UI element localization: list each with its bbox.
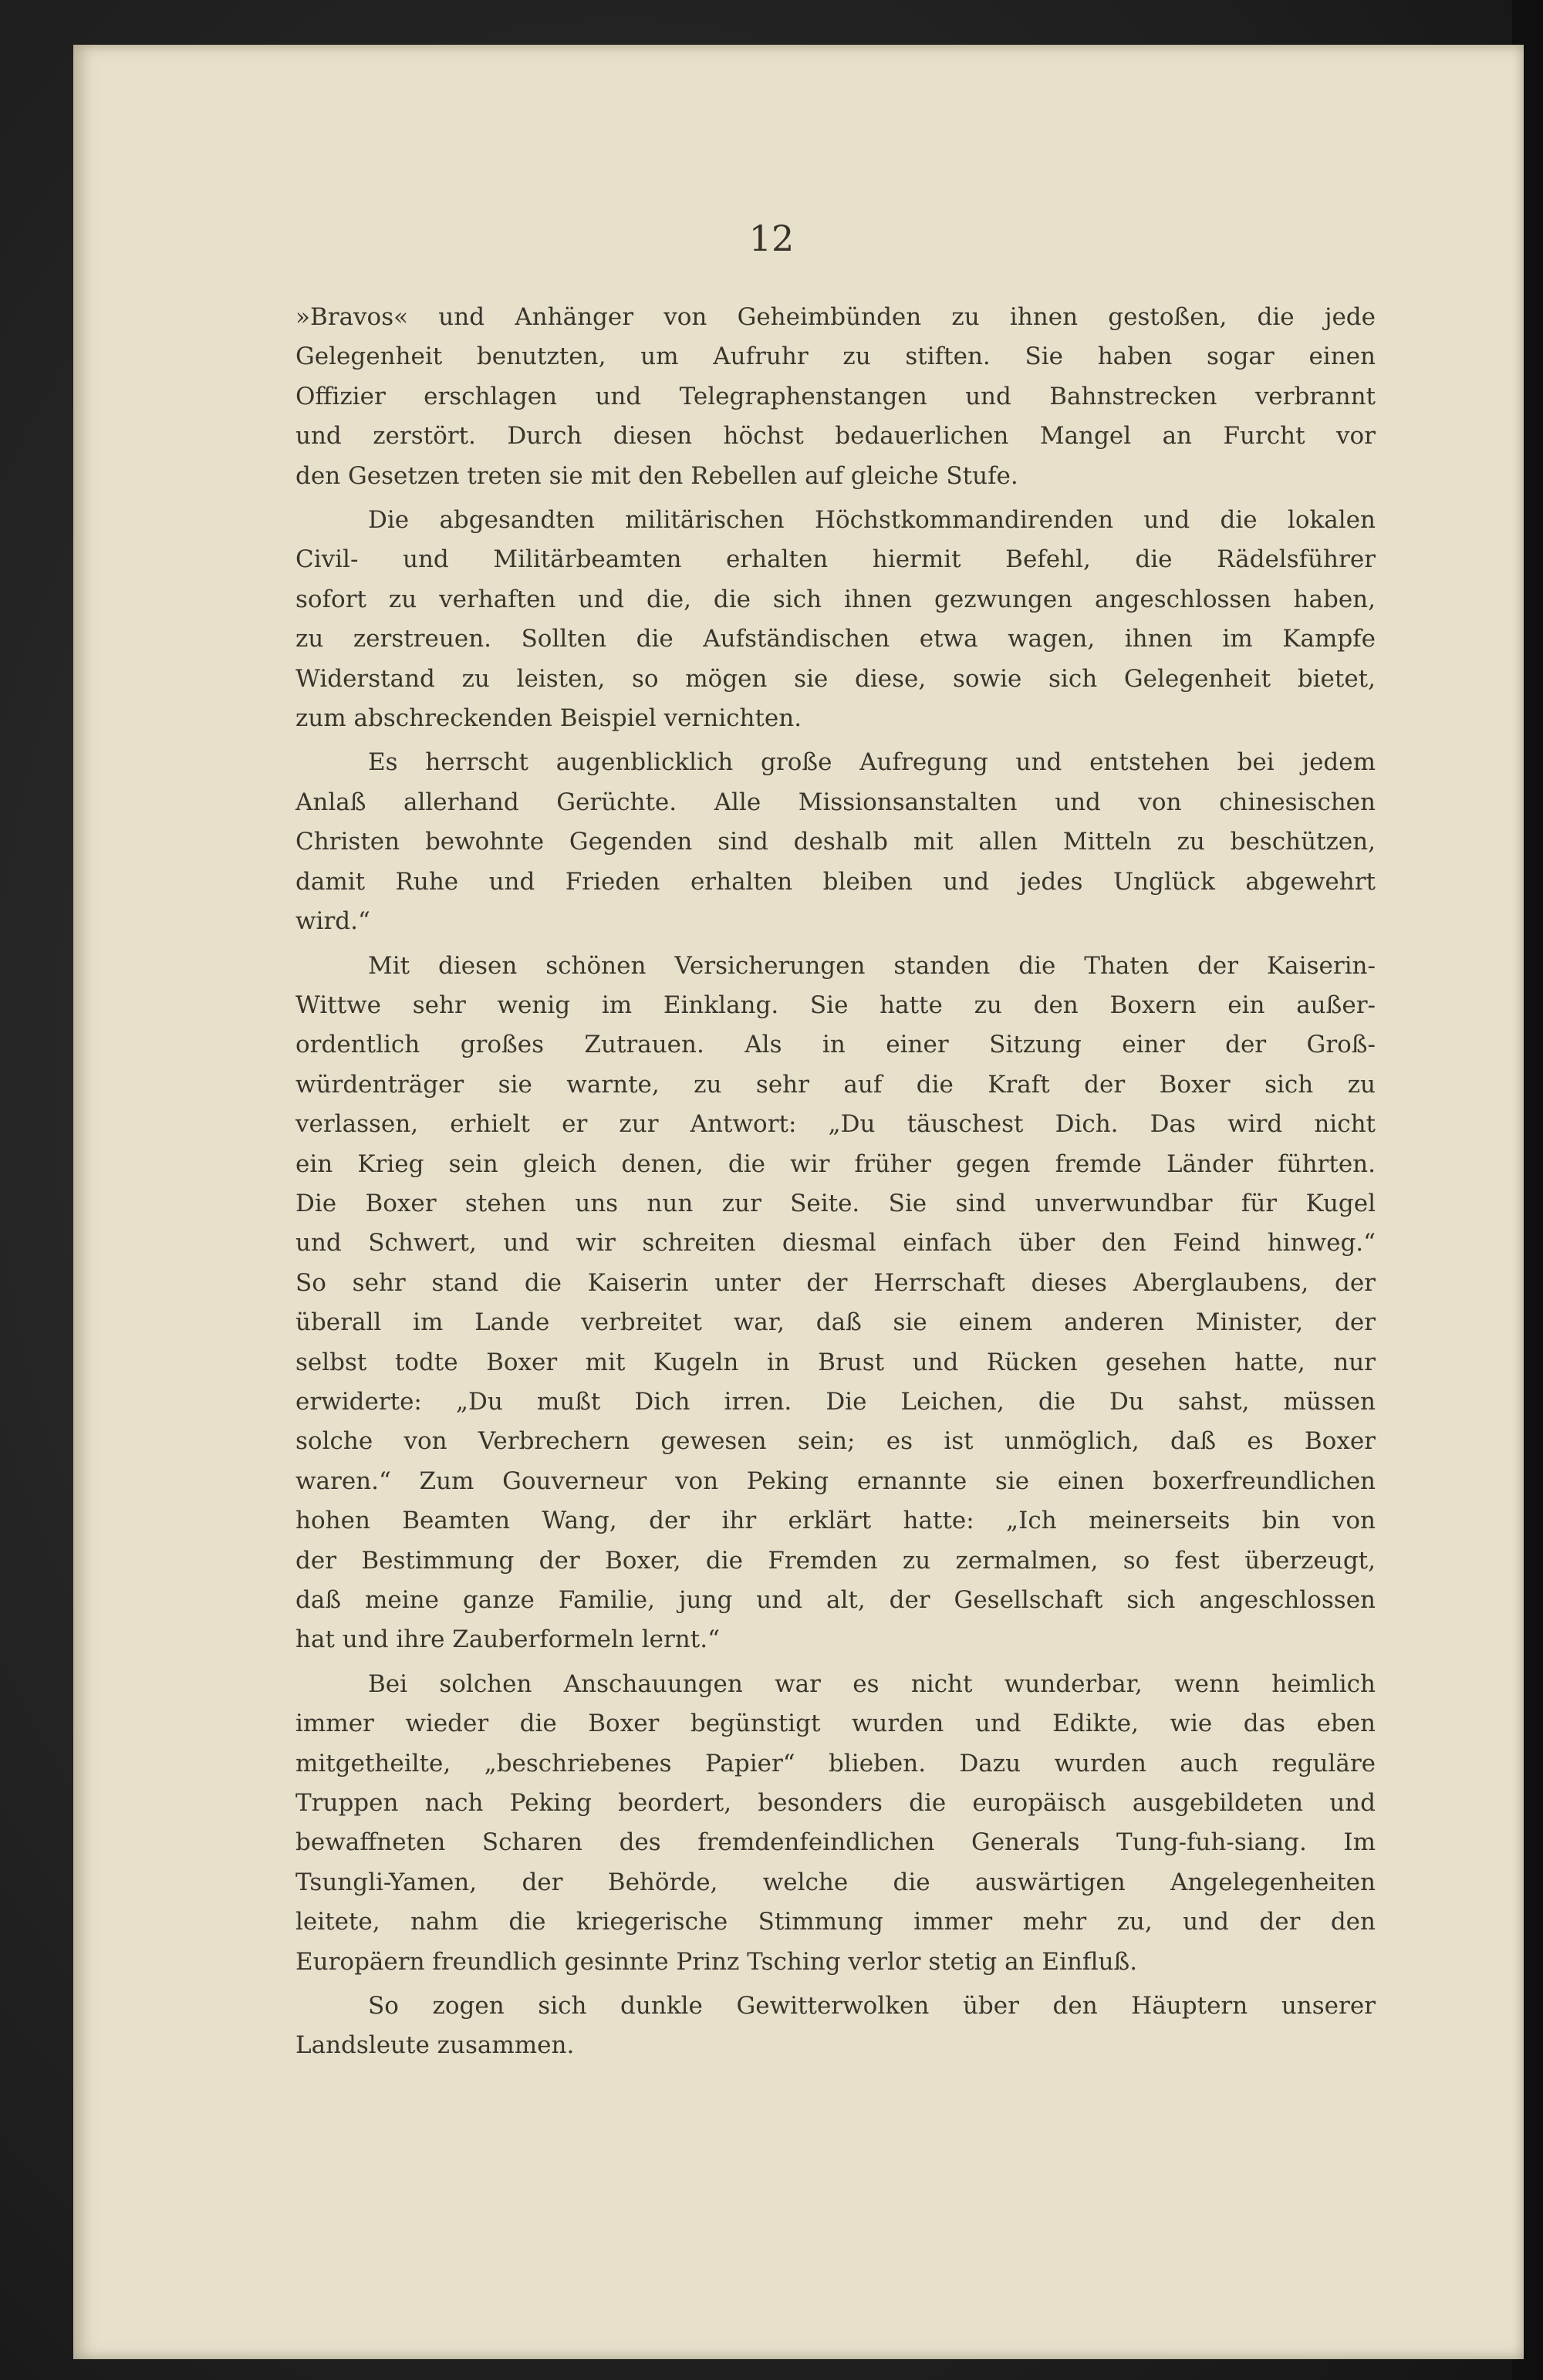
text-line: Europäern freundlich gesinnte Prinz Tsching verlor stetig an Einfluß. <box>295 1947 1138 1976</box>
text-line: zu zerstreuen. Sollten die Aufständischen etwa wagen, ihnen im Kampfe <box>295 625 1376 653</box>
text-line: überall im Lande verbreitet war, daß sie einem anderen Minister, der <box>295 1308 1376 1337</box>
text-line: Widerstand zu leisten, so mögen sie diese, sowie sich Gelegenheit bietet, <box>295 664 1376 693</box>
text-line: Wittwe sehr wenig im Einklang. Sie hatte zu den Boxern ein außer- <box>295 991 1376 1019</box>
text-line: Landsleute zusammen. <box>295 2031 575 2060</box>
text-line: der Bestimmung der Boxer, die Fremden zu zermalmen, so fest überzeugt, <box>295 1546 1376 1575</box>
text-line: damit Ruhe und Frieden erhalten bleiben und jedes Unglück abgewehrt <box>295 867 1376 896</box>
text-line: und Schwert, und wir schreiten diesmal einfach über den Feind hinweg.“ <box>295 1229 1376 1258</box>
text-line: würdenträger sie warnte, zu sehr auf die Kraft der Boxer sich zu <box>295 1070 1376 1099</box>
text-line: Mit diesen schönen Versicherungen standen die Thaten der Kaiserin- <box>368 951 1376 980</box>
paragraph <box>295 947 1376 1660</box>
text-line: hat und ihre Zauberformeln lernt.“ <box>295 1625 720 1654</box>
text-line: Es herrscht augenblicklich große Aufregung und entstehen bei jedem <box>368 748 1376 777</box>
text-line: selbst todte Boxer mit Kugeln in Brust und Rücken gesehen hatte, nur <box>295 1348 1376 1376</box>
text-line: mitgetheilte, „beschriebenes Papier“ blieben. Dazu wurden auch reguläre <box>295 1749 1376 1777</box>
text-line: Tsungli-Yamen, der Behörde, welche die auswärtigen Angelegenheiten <box>295 1868 1376 1896</box>
body-text <box>295 298 1376 2066</box>
text-line: Anlaß allerhand Gerüchte. Alle Missionsanstalten und von chinesischen <box>295 788 1376 816</box>
paragraph <box>295 1987 1376 2066</box>
text-line: erwiderte: „Du mußt Dich irren. Die Leichen, die Du sahst, müssen <box>295 1387 1376 1416</box>
text-line: So zogen sich dunkle Gewitterwolken über den Häuptern unserer <box>368 1992 1376 2020</box>
text-line: solche von Verbrechern gewesen sein; es ist unmöglich, daß es Boxer <box>295 1427 1376 1456</box>
paragraph <box>295 298 1376 496</box>
text-line: Bei solchen Anschauungen war es nicht wunderbar, wenn heimlich <box>368 1669 1376 1698</box>
text-line: ordentlich großes Zutrauen. Als in einer Sitzung einer der Groß- <box>295 1031 1376 1059</box>
text-line: und zerstört. Durch diesen höchst bedauerlichen Mangel an Furcht vor <box>295 422 1376 451</box>
text-line: Die Boxer stehen uns nun zur Seite. Sie sind unverwundbar für Kugel <box>295 1189 1376 1217</box>
page-number: 12 <box>748 218 795 259</box>
text-line: den Gesetzen treten sie mit den Rebellen auf gleiche Stufe. <box>295 461 1018 490</box>
text-line: ein Krieg sein gleich denen, die wir früher gegen fremde Länder führten. <box>295 1149 1376 1178</box>
text-line: Truppen nach Peking beordert, besonders die europäisch ausgebildeten und <box>295 1789 1376 1818</box>
text-line: waren.“ Zum Gouverneur von Peking ernannte sie einen boxerfreundlichen <box>295 1467 1376 1495</box>
text-line: hohen Beamten Wang, der ihr erklärt hatte: „Ich meinerseits bin von <box>295 1507 1376 1535</box>
paragraph <box>295 743 1376 941</box>
text-line: Offizier erschlagen und Telegraphenstangen und Bahnstrecken verbrannt <box>295 382 1376 410</box>
text-line: Christen bewohnte Gegenden sind deshalb mit allen Mitteln zu beschützen, <box>295 828 1376 856</box>
text-line: So sehr stand die Kaiserin unter der Herrschaft dieses Aberglaubens, der <box>295 1268 1376 1297</box>
text-line: leitete, nahm die kriegerische Stimmung immer mehr zu, und der den <box>295 1908 1376 1936</box>
text-line: bewaffneten Scharen des fremdenfeindlichen Generals Tung-fuh-siang. Im <box>295 1828 1376 1857</box>
paragraph <box>295 501 1376 738</box>
text-line: daß meine ganze Familie, jung und alt, der Gesellschaft sich angeschlossen <box>295 1586 1376 1614</box>
text-line: immer wieder die Boxer begünstigt wurden und Edikte, wie das eben <box>295 1710 1376 1738</box>
text-line: Die abgesandten militärischen Höchstkommandirenden und die lokalen <box>368 506 1376 535</box>
text-line: Gelegenheit benutzten, um Aufruhr zu stiften. Sie haben sogar einen <box>295 343 1376 371</box>
text-line: »Bravos« und Anhänger von Geheimbünden zu ihnen gestoßen, die jede <box>295 303 1376 331</box>
text-line: sofort zu verhaften und die, die sich ihnen gezwungen angeschlossen haben, <box>295 585 1376 613</box>
paragraph <box>295 1665 1376 1982</box>
text-line: verlassen, erhielt er zur Antwort: „Du täuschest Dich. Das wird nicht <box>295 1110 1376 1139</box>
text-line: Civil- und Militärbeamten erhalten hiermit Befehl, die Rädelsführer <box>295 545 1376 574</box>
text-line: zum abschreckenden Beispiel vernichten. <box>295 704 802 733</box>
text-line: wird.“ <box>295 907 370 936</box>
